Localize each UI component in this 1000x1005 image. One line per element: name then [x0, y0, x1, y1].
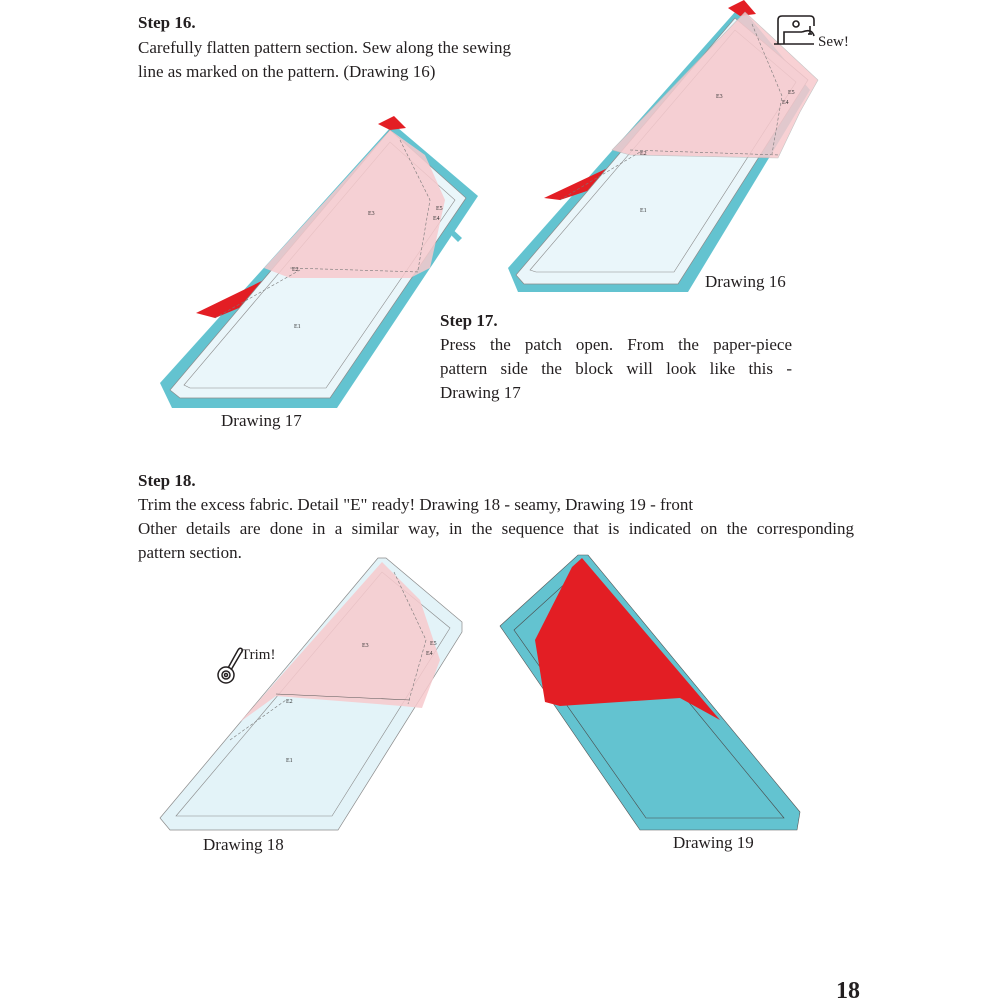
- label-e1: E1: [640, 208, 647, 214]
- sew-note: Sew!: [818, 34, 849, 50]
- label-e3: E3: [368, 211, 375, 217]
- label-e5: E5: [788, 90, 795, 96]
- label-e2: E2: [286, 699, 293, 705]
- step16-line2: line as marked on the pattern. (Drawing 16): [138, 62, 436, 81]
- step16-heading: Step 16.: [138, 13, 196, 32]
- drawing16: [508, 0, 818, 292]
- caption-drawing17: Drawing 17: [221, 411, 302, 430]
- caption-drawing18: Drawing 18: [203, 835, 284, 854]
- step17-heading: Step 17.: [440, 311, 498, 330]
- label-e1: E1: [286, 758, 293, 764]
- red-fabric-tip: [728, 0, 756, 16]
- drawing18: [160, 558, 462, 830]
- trim-note: Trim!: [241, 647, 276, 663]
- label-e3: E3: [362, 643, 369, 649]
- sewing-machine-icon: [774, 16, 814, 44]
- label-e2: E2: [292, 267, 299, 273]
- caption-drawing16: Drawing 16: [705, 272, 786, 291]
- label-e4: E4: [426, 651, 433, 657]
- step18-line1: Trim the excess fabric. Detail "E" ready! Drawing 18 - seamy, Drawing 19 - front: [138, 495, 694, 514]
- step17-line3: Drawing 17: [440, 383, 521, 402]
- red-fabric-tip: [378, 116, 406, 130]
- step18-line2: Other details are done in a similar way, in the sequence that is indicated on the corresponding: [138, 519, 854, 538]
- label-e4: E4: [782, 100, 789, 106]
- label-e5: E5: [436, 206, 443, 212]
- label-e4: E4: [433, 216, 440, 222]
- label-e2: E2: [640, 151, 647, 157]
- drawing17: [160, 116, 478, 408]
- step17-line2: pattern side the block will look like this -: [440, 359, 792, 378]
- rotary-cutter-icon: [218, 648, 242, 683]
- label-e5: E5: [430, 641, 437, 647]
- label-e1: E1: [294, 324, 301, 330]
- step17-line1: Press the patch open. From the paper-piece: [440, 335, 792, 354]
- step18-heading: Step 18.: [138, 471, 196, 490]
- caption-drawing19: Drawing 19: [673, 833, 754, 852]
- pink-section-folded: [612, 12, 818, 158]
- pink-section-e3: [264, 130, 445, 278]
- step18-line3: pattern section.: [138, 543, 242, 562]
- drawing19: [500, 555, 800, 830]
- step16-line1: Carefully flatten pattern section. Sew along the sewing: [138, 38, 511, 57]
- label-e3: E3: [716, 94, 723, 100]
- page-number: 18: [836, 978, 860, 1004]
